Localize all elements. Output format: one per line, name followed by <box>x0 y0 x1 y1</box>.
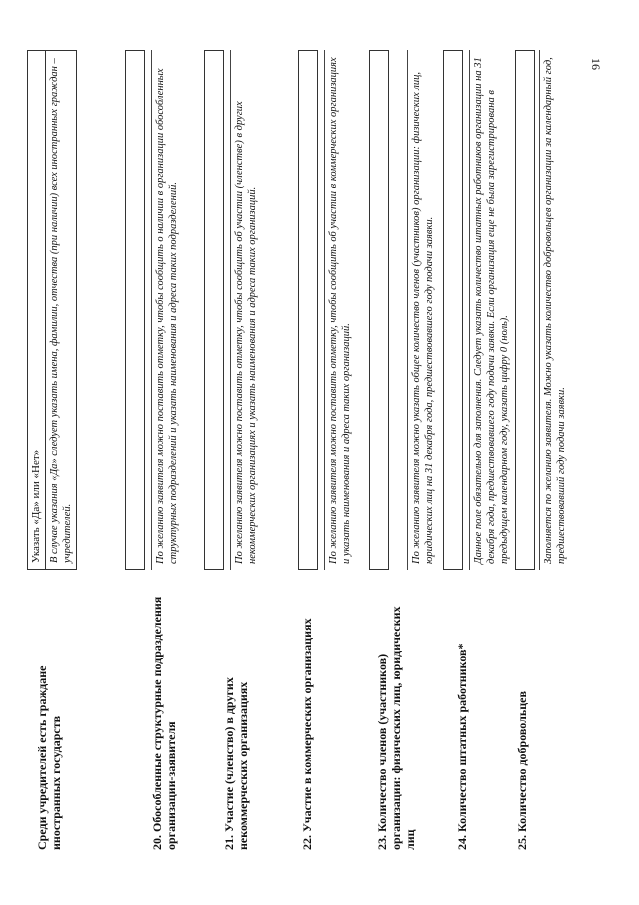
row-note: По желанию заявителя можно поставить отметку, чтобы сообщить об участии (членстве) в других некоммерческих организациях и указать наименования и адреса таких организаций. <box>230 50 261 570</box>
row-label: 20. Обособленные структурные подразделения организации-заявителя <box>150 596 178 850</box>
row-volunteer-count <box>515 50 585 850</box>
row-note: По желанию заявителя можно поставить отметку, чтобы сообщить об участии в коммерческих организациях и указать наименования и адреса таких организаций. <box>324 50 355 570</box>
row-note: Данное поле обязательно для заполнения. Следует указать количество штатных работников организации на 31 декабря года, предшествовавшего году подачи заявки. Если организация еще не была зарегистрирована в предыдущем календарном году, указать цифру 0 (ноль). <box>469 50 513 570</box>
answer-field[interactable] <box>369 50 389 570</box>
answer-field[interactable] <box>443 50 463 570</box>
answer-field[interactable] <box>125 50 145 570</box>
row-nco-membership <box>222 50 292 850</box>
row-note: По желанию заявителя можно поставить отметку, чтобы сообщить о наличии в организации обособленных структурных подразделений и указать наименования и адреса таких подразделений. <box>151 50 182 570</box>
row-label: Среди учредителей есть граждане иностранных государств <box>35 665 63 850</box>
row-commercial-participation <box>300 50 370 850</box>
row-note: По желанию заявителя можно указать общее количество членов (участников) организации: физических лиц, юридических лиц на 31 декабря года, предшествовавшего году подачи заявки. <box>407 50 438 570</box>
row-label: 24. Количество штатных работников* <box>455 643 469 850</box>
answer-field[interactable] <box>298 50 318 570</box>
answer-field[interactable] <box>204 50 224 570</box>
row-note: Заполняется по желанию заявителя. Можно указать количество добровольцев организации за календарный год, предшествовавший году подачи заявки. <box>539 50 570 570</box>
answer-field[interactable] <box>515 50 535 570</box>
answer-field[interactable]: Указать «Да» или «Нет» <box>27 50 46 570</box>
row-label: 22. Участие в коммерческих организациях <box>300 618 314 850</box>
row-note: В случае указания «Да» следует указать имена, фамилии, отчества (при наличии) всех иностранных граждан – учредителей. <box>46 50 77 570</box>
row-label: 23. Количество членов (участников) организации: физических лиц, юридических лиц <box>375 606 417 850</box>
row-label: 25. Количество добровольцев <box>515 691 529 850</box>
row-label: 21. Участие (членство) в других некоммерческих организациях <box>222 677 250 850</box>
page-number: 16 <box>589 58 603 70</box>
row-foreign-founders <box>30 50 105 850</box>
